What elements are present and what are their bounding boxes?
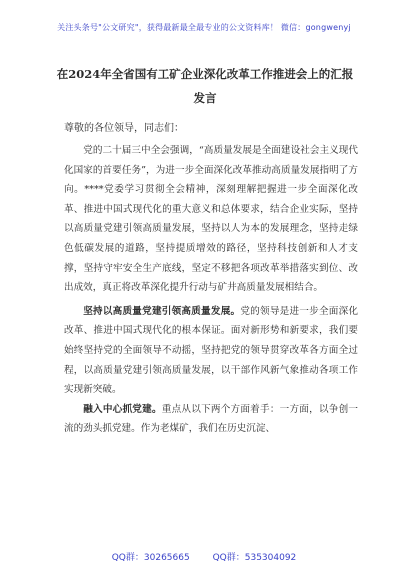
paragraph-center-work	[64, 400, 358, 439]
document-title: 在2024年全省国有工矿企业深化改革工作推进会上的汇报	[56, 67, 354, 81]
salutation: 尊敬的各位领导，同志们：	[64, 123, 184, 134]
paragraph-party-building	[64, 302, 358, 400]
paragraph-text: 重点从以下两个方面着手：一方面，以争创一流的劲头抓党建。作为老煤矿，我们在历史沉淀、	[64, 403, 359, 435]
promo-footer	[0, 550, 408, 563]
qq-group-1: QQ群：30265665	[111, 553, 190, 563]
paragraph-heading: 坚持以高质量党建引领高质量发展。	[83, 305, 241, 317]
paragraph-intro: 党的二十届三中全会强调，“高质量发展是全面建设社会主义现代化国家的首要任务”，为进一步全面深化改革推动高质量发展指明了方向。****党委学习贯彻全会精神，深刻理解把握进一步全面深化改革、推进中国式现代化的重大意义和总体要求，结合企业实际，坚持以高质量党建引领高质量发展，坚持以人为本的发展理念，坚持走绿色低碳发展的道路，坚持提质增效的路径，坚持科技创新和人才支撑，坚持守牢安全生产底线，坚定不移把各项改革举措落实到位、改出成效，真正将改革深化提升行动与矿井高质量发展相结合。	[64, 145, 358, 294]
promo-header: 关注头条号"公文研究"，获得最新最全最专业的公文资料库！ 微信：gongwenyj	[57, 23, 351, 32]
paragraph-text: 党的领导是进一步全面深化改革、推进中国式现代化的根本保证。面对新形势和新要求，我们要始终坚持党的全面领导不动摇，坚持把党的领导贯穿改革各方面全过程，以高质量党建引领高质量发展，以干部作风新气象推动各项工作实现新突破。	[64, 305, 359, 396]
document-body	[64, 141, 358, 439]
qq-group-2: QQ群：535304092	[212, 553, 297, 563]
document-title-continued: 发言	[193, 91, 217, 105]
paragraph-heading: 融入中心抓党建。	[83, 403, 162, 415]
